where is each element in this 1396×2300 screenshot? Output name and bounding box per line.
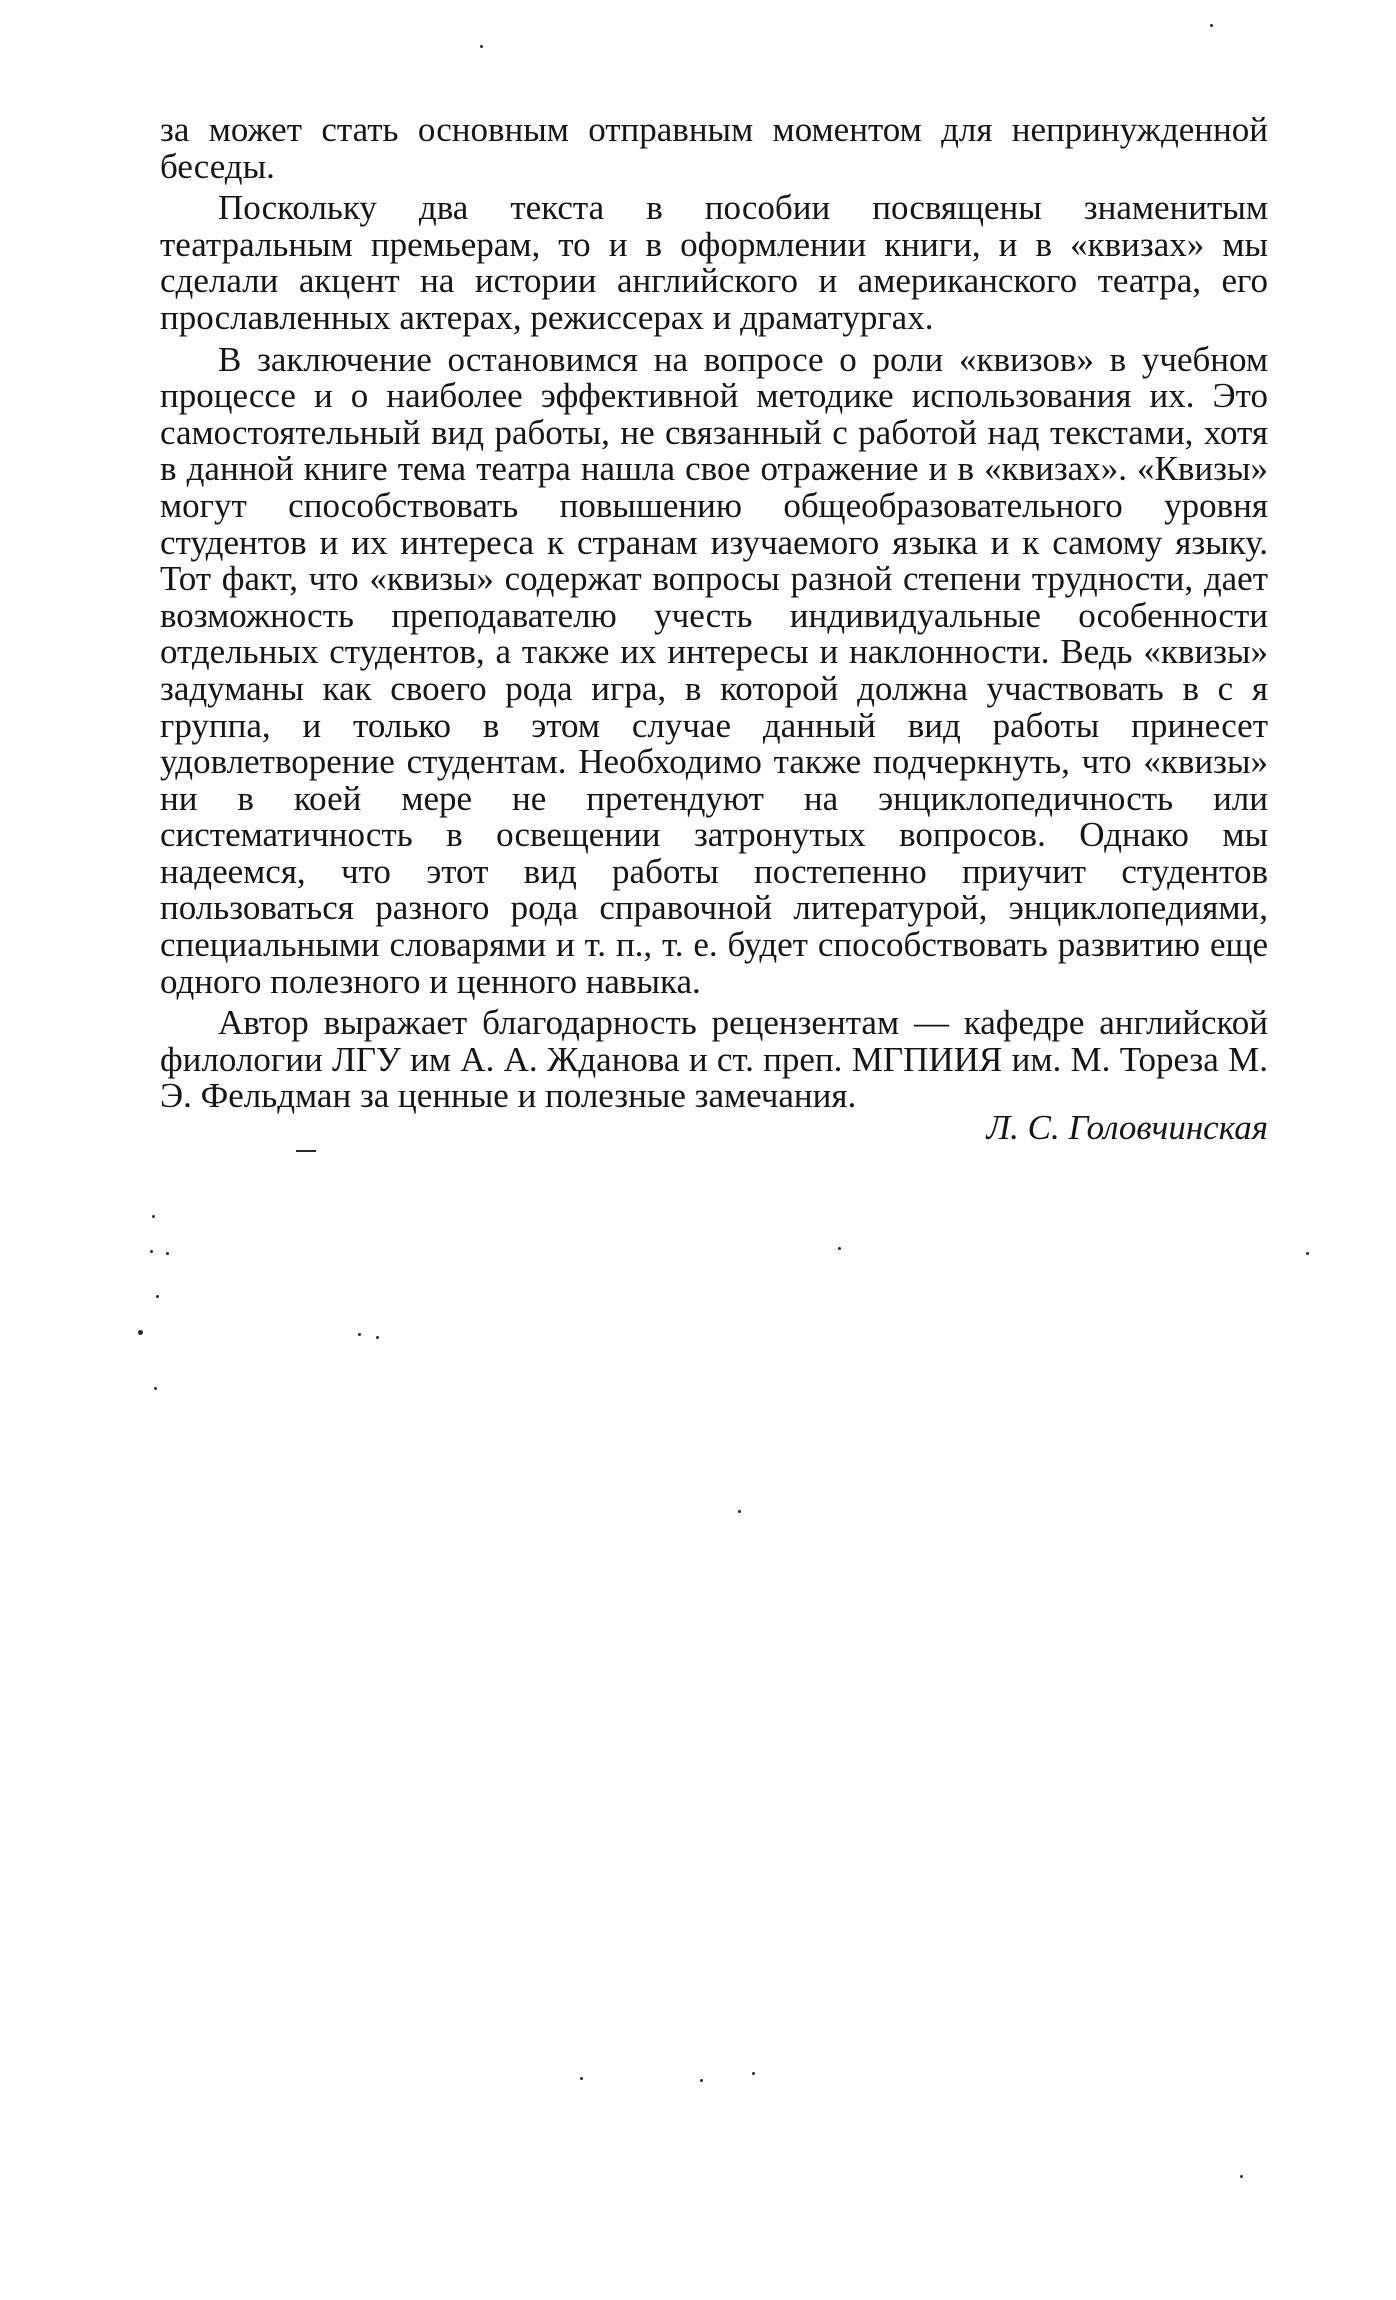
body-text — [160, 112, 1268, 1115]
scan-speck — [1240, 2175, 1243, 2178]
scan-speck — [150, 1250, 153, 1253]
paragraph-theatre: Поскольку два текста в пособии посвящены знаменитым театральным премьерам, то и в оформлении книги, и в «квизах» мы сделали акцент на истории английского и американского театра, его прославленных актерах, режиссерах и драматургах. — [160, 188, 1268, 337]
scan-speck — [358, 1333, 361, 1336]
scan-speck — [1210, 24, 1213, 27]
scan-speck — [838, 1247, 841, 1250]
scan-speck — [1306, 1252, 1309, 1255]
author-signature: Л. С. Головчинская — [986, 1108, 1268, 1147]
scan-speck — [738, 1510, 741, 1513]
scan-speck — [580, 2077, 583, 2080]
paragraph-acknowledgement: Автор выражает благодарность рецензентам — кафедре английской филологии ЛГУ им А. А. Жданова и ст. преп. МГПИИЯ им. М. Тореза М. Э. Фельдман за ценные и полезные замечания. — [160, 1003, 1268, 1116]
paragraph-conclusion: В заключение остановимся на вопросе о роли «квизов» в учебном процессе и о наиболее эффективной методике использования их. Это самостоятельный вид работы, не связанный с работой над текстами, хотя в данной книге тема театра нашла свое отражение и в «квизах». «Квизы» могут способствовать повышению общеобразовательного уровня студентов и их интереса к странам изучаемого языка и к самому языку. Тот факт, что «квизы» содержат вопросы разной степени трудности, дает возможность преподавателю учесть индивидуальные особенности отдельных студентов, а также их интересы и наклонности. Ведь «квизы» задуманы как своего рода игра, в которой должна участвовать в с я группа, и только в этом случае данный вид работы принесет удовлетворение студентам. Необходимо также подчеркнуть, что «квизы» ни в коей мере не претендуют на энциклопедичность или систематичность в освещении затронутых вопросов. Однако мы надеемся, что этот вид работы постепенно приучит студентов пользоваться разного рода справочной литературой, энциклопедиями, специальными словарями и т. п., т. е. будет способствовать развитию еще одного полезного и ценного навыка. — [160, 339, 1268, 1001]
scan-speck — [156, 1295, 159, 1298]
scan-speck — [154, 1387, 157, 1390]
scan-speck — [376, 1336, 379, 1339]
scan-speck — [166, 1252, 169, 1255]
scan-speck — [752, 2072, 755, 2075]
scan-dash — [296, 1150, 316, 1152]
scan-speck — [480, 45, 483, 48]
scan-speck — [138, 1330, 143, 1335]
paragraph-continuation: за может стать основным отправным моментом для непринужденной беседы. — [160, 110, 1268, 186]
scan-speck — [700, 2079, 703, 2082]
scan-speck — [152, 1215, 155, 1218]
